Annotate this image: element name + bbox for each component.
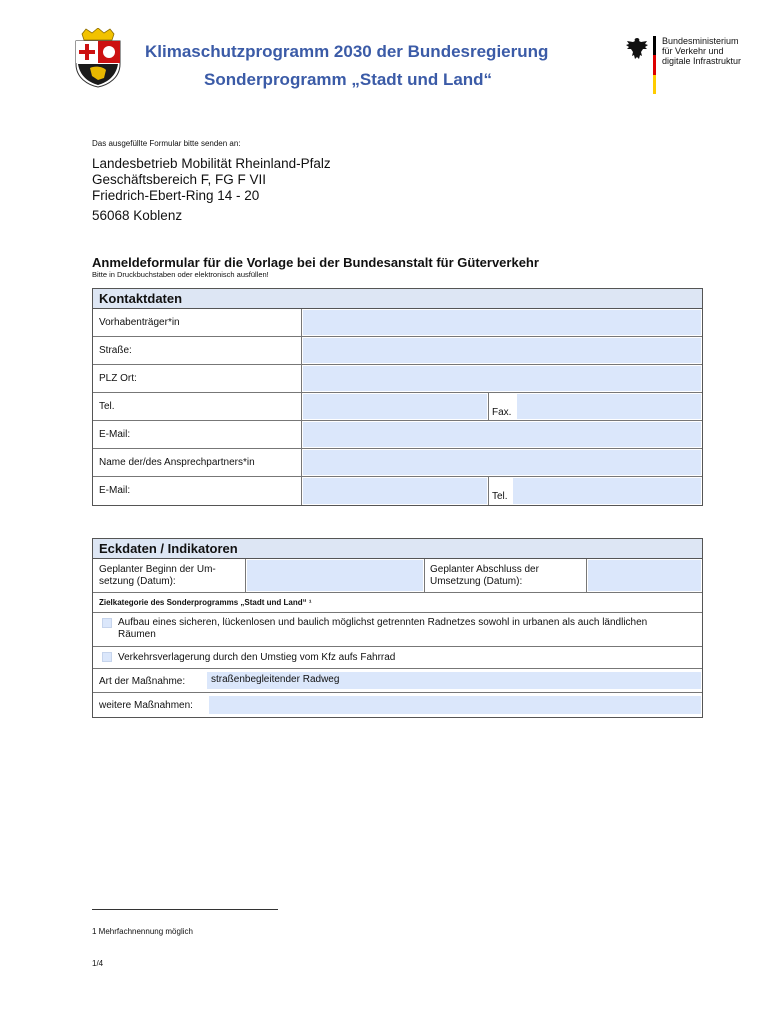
email-input[interactable] [303,422,701,447]
field-label: E-Mail: [99,429,131,440]
category-option-row [93,647,702,669]
column-divider [301,421,302,448]
page-number: 1/4 [92,959,104,968]
address-line: 56068 Koblenz [92,208,183,223]
contact-row [93,393,702,421]
contact-phone-input[interactable] [513,478,701,504]
vorhabentraeger-input[interactable] [303,310,701,335]
option2-label: Verkehrsverlagerung durch den Umstieg vom Kfz aufs Fahrrad [118,652,396,663]
footnote: 1 Mehrfachnennung möglich [92,927,193,936]
german-flag-bar [653,36,656,94]
column-divider [301,337,302,364]
further-measures-input[interactable] [209,696,701,714]
begin-date-input[interactable] [247,560,423,591]
rheinland-pfalz-crest-logo [72,28,124,88]
contact-row [93,365,702,393]
column-divider [301,449,302,476]
contact-row [93,309,702,337]
measure-type-row [93,669,702,693]
field-label: PLZ Ort: [99,373,137,384]
page-title-line2: Sonderprogramm „Stadt und Land“ [204,70,493,89]
column-divider [301,309,302,336]
ministry-name [662,36,741,66]
column-divider [488,393,489,420]
flag-stripe-red [653,55,656,74]
end-date-input[interactable] [588,560,701,591]
option1-checkbox[interactable] [102,618,112,628]
end-date-label: Geplanter Abschluss der Umsetzung (Datum): [430,564,539,587]
fax-label: Fax. [492,407,512,418]
contact-row [93,421,702,449]
category-heading-row [93,593,702,613]
option1-label: Aufbau eines sicheren, lückenlosen und baulich möglichst getrennten Radnetzes sowohl in urbanen als auch ländlichen Räumen [118,617,648,640]
contact-phone-label: Tel. [492,491,508,502]
further-measures-row [93,693,702,717]
contact-data-table [92,288,703,506]
fax-input[interactable] [517,394,701,419]
street-input[interactable] [303,338,701,363]
contact-person-input[interactable] [303,450,701,475]
dates-row [93,559,702,593]
field-label: Straße: [99,345,132,356]
form-subtitle: Bitte in Druckbuchstaben oder elektronisch ausfüllen! [92,270,269,279]
key-data-table [92,538,703,718]
ministry-line: Bundesministerium [662,36,739,46]
measure-type-input[interactable]: straßenbegleitender Radweg [207,672,701,689]
phone-input[interactable] [303,394,487,419]
category-label: Zielkategorie des Sonderprogramms „Stadt und Land“ ¹ [99,598,312,607]
option2-checkbox[interactable] [102,652,112,662]
address-line: Geschäftsbereich F, FG F VII [92,172,267,187]
keydata-section-heading: Eckdaten / Indikatoren [93,539,702,559]
column-divider [586,559,587,592]
contact-email-input[interactable] [303,478,487,504]
ministry-line: für Verkehr und [662,46,724,56]
contact-row [93,449,702,477]
measure-type-label: Art der Maßnahme: [99,676,186,687]
footnote-divider [92,909,278,910]
field-label: Vorhabenträger*in [99,317,180,328]
begin-date-label: Geplanter Beginn der Um-setzung (Datum): [99,564,216,587]
category-option-row [93,613,702,647]
further-measures-label: weitere Maßnahmen: [99,700,193,711]
contact-row [93,337,702,365]
federal-eagle-icon [624,36,650,62]
recipient-address [92,156,331,224]
contact-row [93,477,702,505]
field-label: Name der/des Ansprechpartners*in [99,457,255,468]
column-divider [424,559,425,592]
page-title-line1: Klimaschutzprogramm 2030 der Bundesregierung [145,42,549,61]
column-divider [301,393,302,420]
column-divider [301,477,302,505]
flag-stripe-black [653,36,656,55]
form-title: Anmeldeformular für die Vorlage bei der Bundesanstalt für Güterverkehr [92,255,539,270]
address-line: Landesbetrieb Mobilität Rheinland-Pfalz [92,156,331,171]
field-label: E-Mail: [99,485,131,496]
field-label: Tel. [99,401,115,412]
column-divider [245,559,246,592]
column-divider [488,477,489,505]
ministry-line: digitale Infrastruktur [662,56,742,66]
send-note: Das ausgefüllte Formular bitte senden an: [92,139,241,148]
address-line: Friedrich-Ebert-Ring 14 - 20 [92,188,260,203]
flag-stripe-gold [653,75,656,94]
column-divider [301,365,302,392]
zip-city-input[interactable] [303,366,701,391]
contact-section-heading: Kontaktdaten [93,289,702,309]
